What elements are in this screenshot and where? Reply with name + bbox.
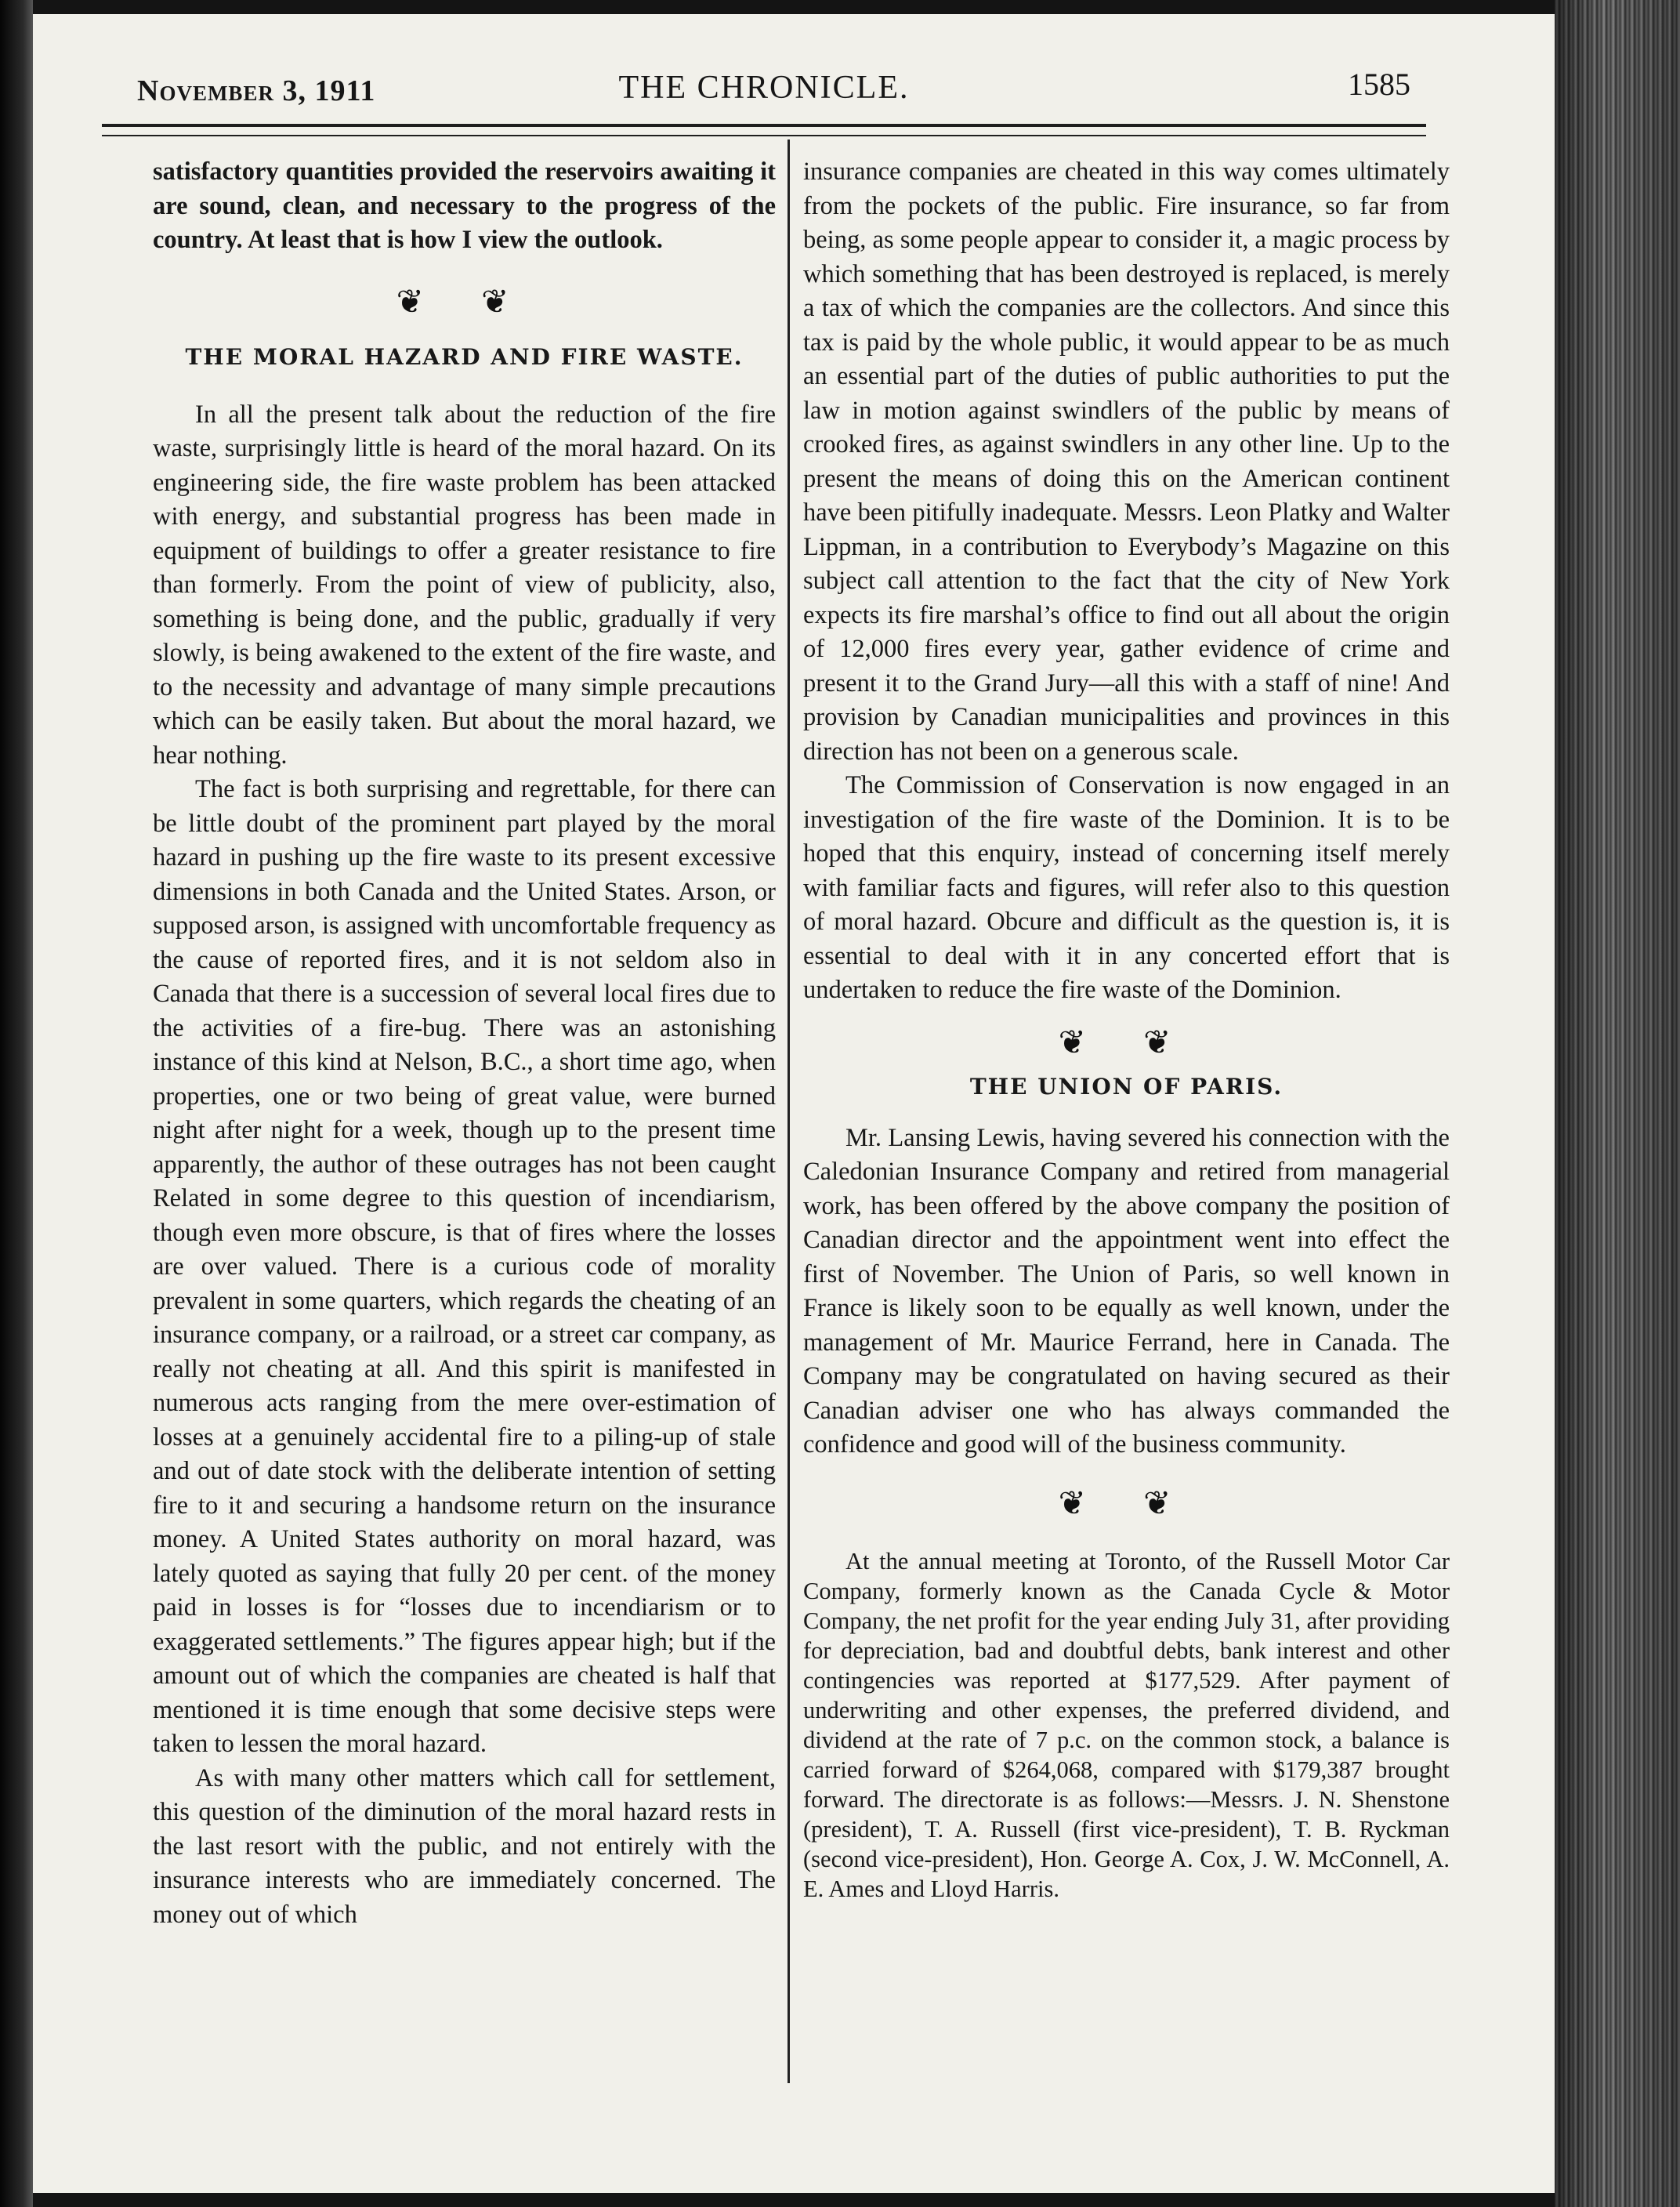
article-paragraph-russell-motor: At the annual meeting at Toronto, of the Russell Motor Car Company, formerly known as the Canada Cycle & Motor Company, the net profit for the year ending July 31, after providing for depreciation, bad and doubtful debts, bank interest and other contingencies was reported at $177,529. After payment of underwriting and other expenses, the preferred dividend, and dividend at the rate of 7 p.c. on the common stock, a balance is carried forward of $264,068, compared with $179,387 brought forward. The directorate is as follows:—Messrs. J. N. Shenstone (president), T. A. Russell (first vice-president), T. B. Ryckman (second vice-president), Hon. George A. Cox, J. W. McConnell, A. E. Ames and Lloyd Harris. <box>803 1548 1450 1902</box>
header-double-rule <box>102 124 1426 136</box>
running-header <box>102 69 1426 116</box>
article-paragraph: As with many other matters which call for settlement, this question of the diminution of the moral hazard rests in the last resort with the public, and not entirely with the insurance interests who are immediately concerned. The money out of which <box>153 1763 776 1929</box>
header-title: THE CHRONICLE. <box>618 70 910 106</box>
column-divider <box>788 140 790 2083</box>
page-left-edge-shadow <box>0 0 33 2207</box>
article-paragraph: insurance companies are cheated in this way comes ultimately from the pockets of the public. Fire insurance, so far from being, as some people appear to consider it, a magic process by which something that has been destroyed is replaced, is merely a tax of which the companies are the collectors. And since this tax is paid by the whole public, it would appear to be as much an essential part of the duties of public authorities to put the law in motion against swindlers of the public by means of crooked fires, as against swindlers in any other line. Up to the present the means of doing this on the American continent have been pitifully inadequate. Messrs. Leon Platky and Walter Lippman, in a contribution to Everybody’s Magazine on this subject call attention to the fact that the city of New York expects its fire marshal’s office to find out all about the origin of 12,000 fires every year, gather evidence of crime and present it to the Grand Jury—all this with a staff of nine! And provision by Canadian municipalities and provinces in this direction has not been on a generous scale. <box>803 158 1450 766</box>
article-heading-union-of-paris: THE UNION OF PARIS. <box>969 1074 1284 1100</box>
header-date: November 3, 1911 <box>137 74 376 107</box>
fleuron-ornament: ❦ ❦ <box>1058 1022 1195 1061</box>
article-paragraph: The Commission of Conservation is now engaged in an investigation of the fire waste of the Dominion. It is to be hoped that this enquiry, instead of concerning itself merely with familiar facts and figures, will refer also to this question of moral hazard. Obcure and difficult as the question is, it is essential to deal with it in any concerted effort that is undertaken to reduce the fire waste of the Dominion. <box>803 771 1450 1004</box>
header-page-number: 1585 <box>1348 67 1410 102</box>
book-binding-edge <box>1555 0 1680 2207</box>
left-column <box>153 155 776 1932</box>
binding-shade <box>1555 0 1680 2207</box>
article-paragraph: In all the present talk about the reduction of the fire waste, surprisingly little is heard of the moral hazard. On its engineering side, the fire waste problem has been attacked with energy, and substantial progress has been made in equipment of buildings to offer a greater resistance to fire than formerly. From the point of view of publicity, also, something is being done, and the public, gradually if very slowly, is being awakened to the extent of the fire waste, and to the necessity and advantage of many simple precautions which can be easily taken. But about the moral hazard, we hear nothing. <box>153 400 776 770</box>
article-paragraph: The fact is both surprising and regrettable, for there can be little doubt of the prominent part played by the moral hazard in pushing up the fire waste to its present excessive dimensions in both Canada and the United States. Arson, or supposed arson, is assigned with uncomfortable frequency as the cause of reported fires, and it is not seldom also in Canada that there is a succession of several local fires due to the activities of a fire-bug. There was an astonishing instance of this kind at Nelson, B.C., a short time ago, when properties, one or two being of great value, were burned night after night for a week, though up to the present time apparently, the author of these outrages has not been caught Related in some degree to this question of incendiarism, though even more obscure, is that of fires where the losses are over valued. There is a curious code of morality prevalent in some quarters, which regards the cheating of an insurance company, or a railroad, or a street car company, as really not cheating at all. And this spirit is manifested in numerous acts ranging from the mere over-estimation of losses at a genuinely accidental fire to a piling-up of stale and out of date stock with the deliberate intention of setting fire to it and securing a handsome return on the insurance money. A United States authority on moral hazard, was lately quoted as saying that fully 20 per cent. of the money paid in losses is for “losses due to incendiarism or to exaggerated settlements.” The figures appear high; but if the amount out of which the companies are cheated is half that mentioned it is time enough that some decisive steps were taken to lessen the moral hazard. <box>153 775 776 1758</box>
fleuron-ornament: ❦ ❦ <box>396 281 533 321</box>
article-heading-moral-hazard: THE MORAL HAZARD AND FIRE WASTE. <box>185 344 744 370</box>
right-column <box>803 155 1450 1904</box>
fleuron-ornament: ❦ ❦ <box>1058 1483 1195 1522</box>
intro-paragraph: satisfactory quantities provided the reservoirs awaiting it are sound, clean, and necessary to the progress of the country. At least that is how I view the outlook. <box>153 158 776 254</box>
article-paragraph: Mr. Lansing Lewis, having severed his connection with the Caledonian Insurance Company and retired from managerial work, has been offered by the above company the position of Canadian director and the appointment went into effect the first of November. The Union of Paris, so well known in France is likely soon to be equally as well known, under the management of Mr. Maurice Ferrand, here in Canada. The Company may be congratulated on having secured as their Canadian adviser one who has always commanded the confidence and good will of the business community. <box>803 1123 1450 1459</box>
